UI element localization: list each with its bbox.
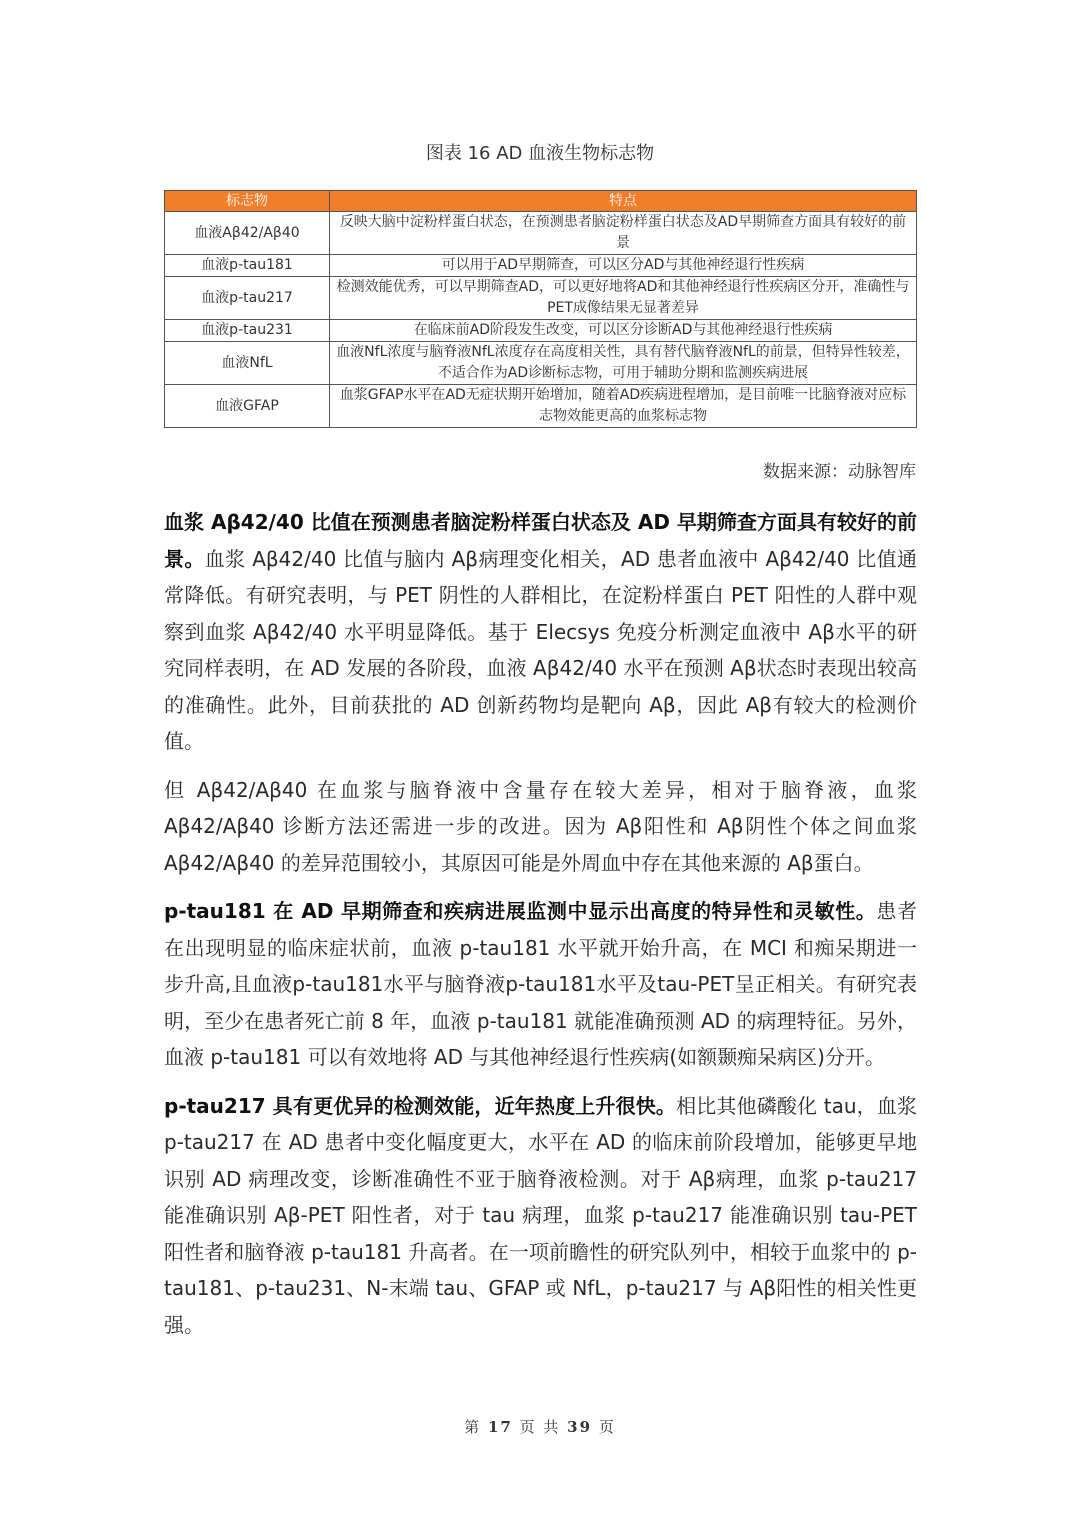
paragraph-body: 但 Aβ42/Aβ40 在血浆与脑脊液中含量存在较大差异，相对于脑脊液，血浆 Aβ42/Aβ40 诊断方法还需进一步的改进。因为 Aβ阳性和 Aβ阴性个体之间血浆 Aβ42/Aβ40 的差异范围较小，其原因可能是外周血中存在其他来源的 Aβ蛋白。 [164,777,917,875]
paragraph [164,1088,917,1344]
header-feature: 特点 [330,191,917,212]
page-footer [0,1416,1080,1437]
table-row [165,277,917,320]
table-row [165,255,917,277]
table-row [165,320,917,342]
table-cell-feature: 检测效能优秀，可以早期筛查AD，可以更好地将AD和其他神经退行性疾病区分开，准确性与PET成像结果无显著差异 [330,277,917,320]
figure-caption: 图表 16 AD 血液生物标志物 [425,143,655,164]
data-source-note: 数据来源：动脉智库 [763,462,916,482]
table-row [165,342,917,385]
table-cell-feature: 血浆GFAP水平在AD无症状期开始增加，随着AD疾病进程增加，是目前唯一比脑脊液对应标志物效能更高的血浆标志物 [330,385,917,428]
page-total: 39 [567,1418,593,1436]
paragraph-body: 血浆 Aβ42/40 比值与脑内 Aβ病理变化相关，AD 患者血液中 Aβ42/40 比值通常降低。有研究表明，与 PET 阴性的人群相比，在淀粉样蛋白 PET 阳性的人群中观察到血浆 Aβ42/40 水平明显降低。基于 Elecsys 免疫分析测定血液中 Aβ水平的研究同样表明，在 AD 发展的各阶段，血液 Aβ42/40 水平在预测 Aβ状态时表现出较高的准确性。此外，目前获批的 AD 创新药物均是靶向 Aβ，因此 Aβ有较大的检测价值。 [164,546,917,753]
table-cell-marker: 血液p-tau181 [165,255,330,277]
paragraph-lead: p-tau217 具有更优异的检测效能，近年热度上升很快。 [164,1093,677,1118]
table-header-row [165,191,917,212]
table-row [165,212,917,255]
table-cell-feature: 反映大脑中淀粉样蛋白状态，在预测患者脑淀粉样蛋白状态及AD早期筛查方面具有较好的前景 [330,212,917,255]
footer-middle: 页 共 [519,1418,561,1436]
table-cell-marker: 血液p-tau231 [165,320,330,342]
paragraph [164,893,917,1076]
paragraph-body: 患者在出现明显的临床症状前，血液 p-tau181 水平就开始升高，在 MCI 和痴呆期进一步升高,且血液p-tau181水平与脑脊液p-tau181水平及tau-PET呈正相关。有研究表明，至少在患者死亡前 8 年，血液 p-tau181 就能准确预测 AD 的病理特征。另外，血液 p-tau181 可以有效地将 AD 与其他神经退行性疾病(如额颞痴呆病区)分开。 [164,899,917,1069]
paragraph-body: 相比其他磷酸化 tau，血浆 p-tau217 在 AD 患者中变化幅度更大，水平在 AD 的临床前阶段增加，能够更早地识别 AD 病理改变，诊断准确性不亚于脑脊液检测。对于 Aβ病理，血浆 p-tau217 能准确识别 Aβ-PET 阳性者，对于 tau 病理，血浆 p-tau217 能准确识别 tau-PET 阳性者和脑脊液 p-tau181 升高者。在一项前瞻性的研究队列中，相较于血浆中的 p-tau181、p-tau231、N-末端 tau、GFAP 或 NfL，p-tau217 与 Aβ阳性的相关性更强。 [164,1093,917,1337]
paragraph [164,504,917,760]
table-cell-marker: 血液p-tau217 [165,277,330,320]
table-cell-feature: 在临床前AD阶段发生改变，可以区分诊断AD与其他神经退行性疾病 [330,320,917,342]
footer-suffix: 页 [598,1418,616,1436]
page-number: 17 [487,1418,513,1436]
footer-prefix: 第 [464,1418,482,1436]
table-cell-marker: 血液Aβ42/Aβ40 [165,212,330,255]
table-cell-marker: 血液NfL [165,342,330,385]
table-cell-marker: 血液GFAP [165,385,330,428]
paragraph-lead: p-tau181 在 AD 早期筛查和疾病进展监测中显示出高度的特异性和灵敏性。 [164,899,877,923]
header-marker: 标志物 [165,191,330,212]
paragraph [164,772,917,882]
table-cell-feature: 可以用于AD早期筛查，可以区分AD与其他神经退行性疾病 [330,255,917,277]
body-text [164,504,917,1355]
biomarker-table [164,190,917,428]
paragraph-lead: 血浆 Aβ42/40 比值在预测患者脑淀粉样蛋白状态及 AD 早期筛查方面具有较好的前景。 [164,510,917,571]
table-cell-feature: 血液NfL浓度与脑脊液NfL浓度存在高度相关性，具有替代脑脊液NfL的前景，但特异性较差，不适合作为AD诊断标志物，可用于辅助分期和监测疾病进展 [330,342,917,385]
table-row [165,385,917,428]
